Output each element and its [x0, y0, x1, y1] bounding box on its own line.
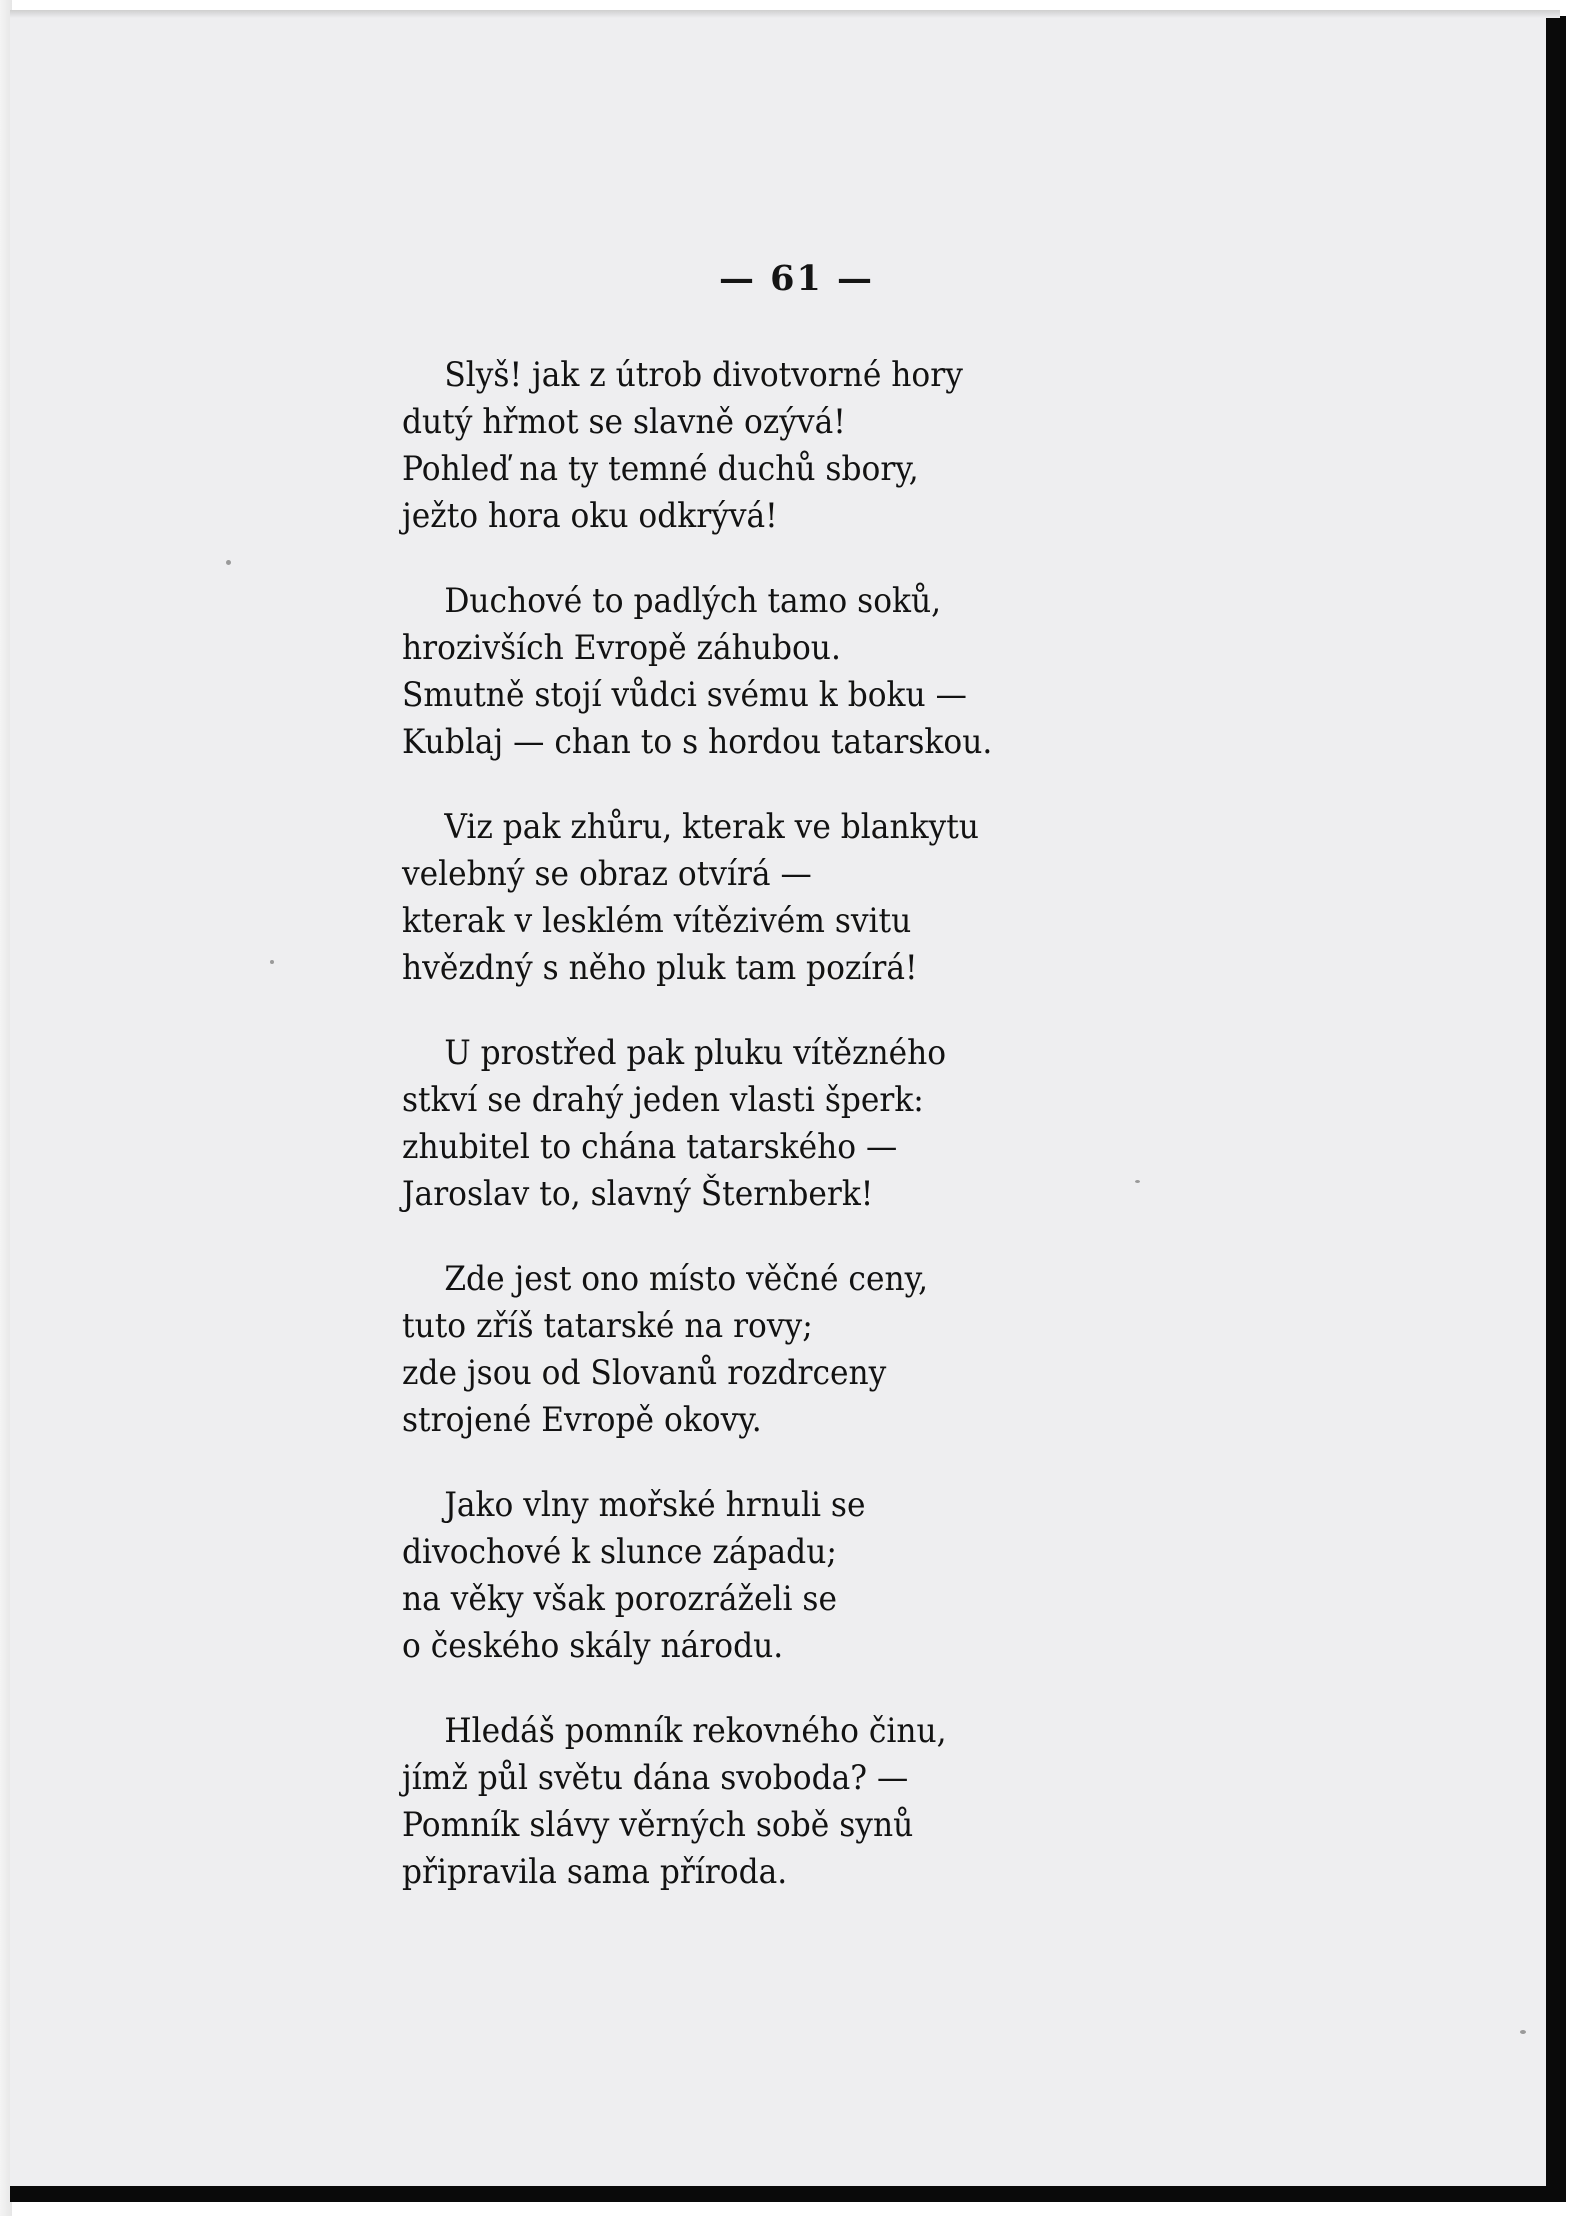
poem: [402, 352, 1182, 1934]
verse-line: stkví se drahý jeden vlasti šperk:: [402, 1080, 924, 1120]
verse-line: jímž půl světu dána svoboda? —: [402, 1758, 909, 1798]
verse-line: U prostřed pak pluku vítězného: [444, 1033, 947, 1073]
verse-line: ježto hora oku odkrývá!: [402, 496, 778, 536]
verse-line: Duchové to padlých tamo soků,: [444, 581, 942, 621]
stanza-2: [402, 578, 1182, 766]
verse-line: Kublaj — chan to s hordou tatarskou.: [402, 722, 993, 762]
verse-line: Smutně stojí vůdci svému k boku —: [402, 675, 967, 715]
stanza-6: [402, 1482, 1182, 1670]
verse-line: Pomník slávy věrných sobě synů: [402, 1805, 914, 1845]
verse-line: Jaroslav to, slavný Šternberk!: [402, 1174, 874, 1214]
verse-line: hvězdný s něho pluk tam pozírá!: [402, 948, 918, 988]
paper-speck: [270, 960, 274, 964]
verse-line: Pohleď na ty temné duchů sbory,: [402, 449, 919, 489]
scan-top-shadow: [10, 10, 1560, 18]
verse-line: Viz pak zhůru, kterak ve blankytu: [444, 807, 979, 847]
stanza-5: [402, 1256, 1182, 1444]
stanza-7: [402, 1708, 1182, 1896]
verse-line: na věky však porozráželi se: [402, 1579, 837, 1619]
verse-line: Zde jest ono místo věčné ceny,: [444, 1259, 929, 1299]
paper-speck: [1520, 2030, 1526, 2034]
verse-line: Jako vlny mořské hrnuli se: [444, 1485, 866, 1525]
verse-line: zhubitel to chána tatarského —: [402, 1127, 898, 1167]
stanza-3: [402, 804, 1182, 992]
verse-line: Slyš! jak z útrob divotvorné hory: [444, 355, 963, 395]
verse-line: hrozivších Evropě záhubou.: [402, 628, 841, 668]
verse-line: velebný se obraz otvírá —: [402, 854, 812, 894]
paper-speck: [226, 560, 231, 565]
verse-line: dutý hřmot se slavně ozývá!: [402, 402, 846, 442]
verse-line: kterak v lesklém vítězivém svitu: [402, 901, 912, 941]
verse-line: tuto zříš tatarské na rovy;: [402, 1306, 813, 1346]
verse-line: Hledáš pomník rekovného činu,: [444, 1711, 947, 1751]
stanza-4: [402, 1030, 1182, 1218]
stanza-1: [402, 352, 1182, 540]
verse-line: o českého skály národu.: [402, 1626, 784, 1666]
verse-line: zde jsou od Slovanů rozdrceny: [402, 1353, 887, 1393]
verse-line: strojené Evropě okovy.: [402, 1400, 762, 1440]
page-number: — 61 —: [718, 258, 875, 299]
verse-line: připravila sama příroda.: [402, 1852, 788, 1892]
verse-line: divochové k slunce západu;: [402, 1532, 837, 1572]
